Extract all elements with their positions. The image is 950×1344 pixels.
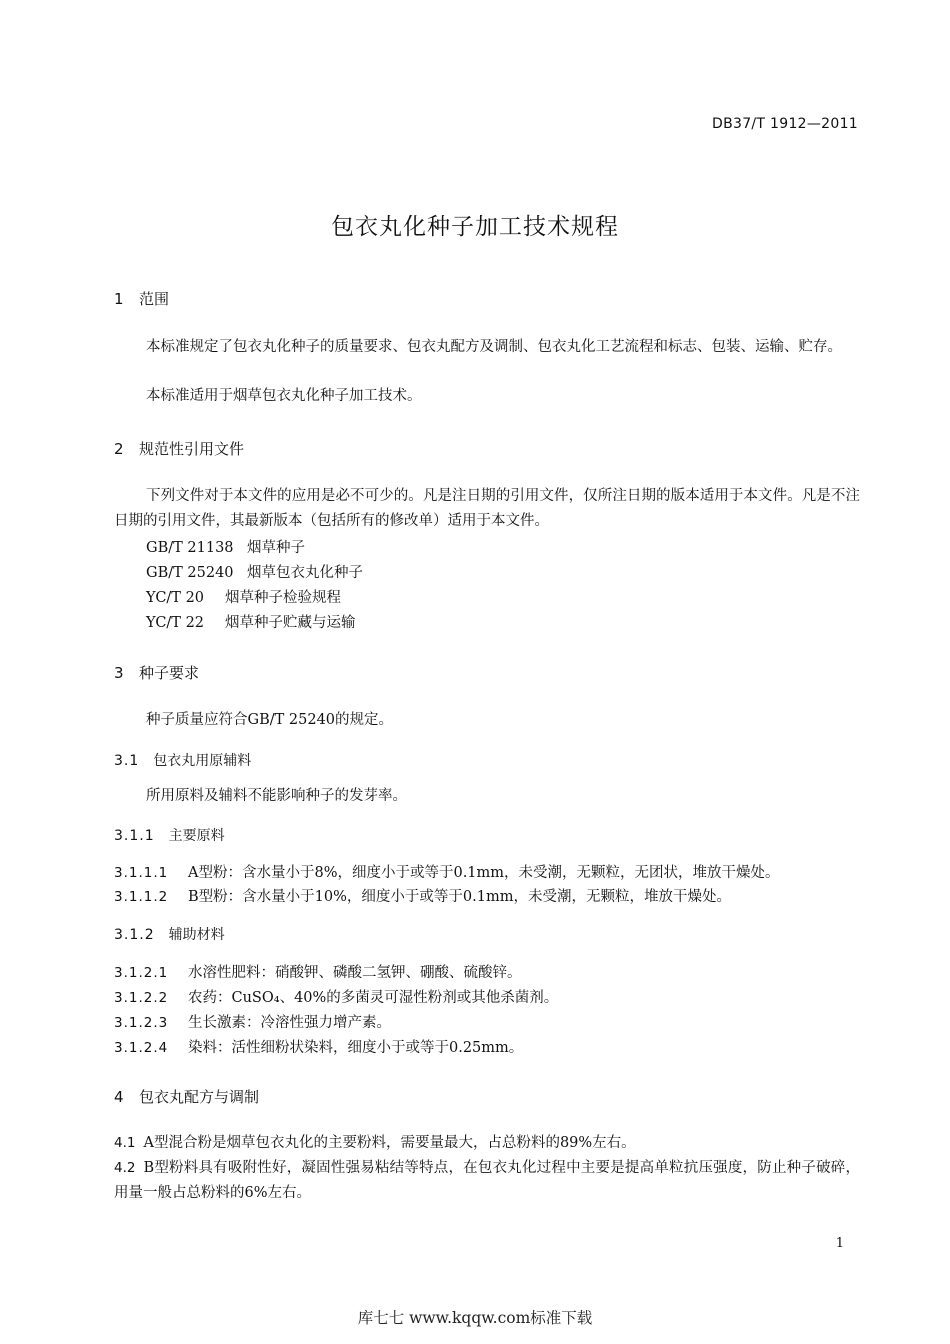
item-number: 4.1 — [114, 1135, 136, 1151]
section-4-heading — [114, 1086, 259, 1107]
section-2-paragraph-1: 下列文件对于本文件的应用是必不可少的。凡是注日期的引用文件，仅所注日期的版本适用于本文件。凡是不注日期的引用文件，其最新版本（包括所有的修改单）适用于本文件。 — [114, 488, 860, 529]
reference-code: YC/T 20 — [146, 590, 205, 606]
list-item — [114, 1011, 391, 1032]
reference-code: GB/T 25240 — [146, 565, 234, 581]
item-text: B型粉：含水量小于10%，细度小于或等于0.1mm，未受潮，无颗粒，堆放干燥处。 — [188, 889, 731, 905]
section-number: 2 — [114, 440, 124, 458]
item-text: A型混合粉是烟草包衣丸化的主要粉料，需要量最大，占总粉料的89%左右。 — [143, 1135, 636, 1151]
footer-watermark: 库七七 www.kqqw.com标准下载 — [357, 1309, 593, 1327]
subsection-3-1-paragraph: 所用原料及辅料不能影响种子的发芽率。 — [146, 788, 407, 804]
reference-title: 烟草种子检验规程 — [225, 590, 341, 606]
item-number: 3.1.1.2 — [114, 889, 169, 905]
subsection-number: 3.1 — [114, 753, 140, 769]
list-item — [114, 986, 558, 1007]
item-number: 3.1.2.4 — [114, 1040, 169, 1056]
item-number: 3.1.2.3 — [114, 1015, 169, 1031]
subsection-title: 主要原料 — [168, 828, 225, 844]
section-1-paragraph-1: 本标准规定了包衣丸化种子的质量要求、包衣丸配方及调制、包衣丸化工艺流程和标志、包装、运输、贮存。 — [146, 339, 842, 355]
item-number: 3.1.1.1 — [114, 865, 169, 881]
section-1-paragraph-2: 本标准适用于烟草包衣丸化种子加工技术。 — [146, 388, 422, 404]
subsection-title: 辅助材料 — [168, 927, 225, 943]
page-number: 1 — [835, 1236, 844, 1251]
subsection-3-1-2-heading — [114, 924, 225, 944]
item-text: A型粉：含水量小于8%，细度小于或等于0.1mm，未受潮，无颗粒，无团状，堆放干燥处。 — [188, 865, 780, 881]
section-3-heading — [114, 662, 199, 683]
reference-code: YC/T 22 — [146, 615, 205, 631]
section-title: 种子要求 — [139, 664, 200, 682]
item-number: 4.2 — [114, 1160, 136, 1176]
reference-item — [146, 561, 363, 582]
subsection-number: 3.1.1 — [114, 828, 155, 844]
item-number: 3.1.2.1 — [114, 965, 169, 981]
list-item — [114, 885, 731, 906]
reference-item — [146, 536, 305, 557]
section-number: 4 — [114, 1088, 124, 1106]
reference-title: 烟草包衣丸化种子 — [247, 565, 363, 581]
item-text: 生长激素：冷溶性强力增产素。 — [188, 1015, 391, 1031]
reference-item — [146, 586, 341, 607]
section-title: 包衣丸配方与调制 — [139, 1088, 260, 1106]
section-3-paragraph-1: 种子质量应符合GB/T 25240的规定。 — [146, 712, 394, 728]
section-title: 范围 — [139, 290, 170, 308]
list-item — [114, 961, 522, 982]
list-item — [114, 1036, 523, 1057]
section-number: 3 — [114, 664, 124, 682]
subsection-number: 3.1.2 — [114, 927, 155, 943]
section-number: 1 — [114, 290, 124, 308]
item-text: 水溶性肥料：硝酸钾、磷酸二氢钾、硼酸、硫酸锌。 — [188, 965, 522, 981]
section-title: 规范性引用文件 — [139, 440, 245, 458]
list-item — [114, 861, 780, 882]
list-item — [114, 1131, 860, 1156]
item-text: B型粉料具有吸附性好，凝固性强易粘结等特点，在包衣丸化过程中主要是提高单粒抗压强度，防止种子破碎，用量一般占总粉料的6%左右。 — [114, 1160, 860, 1201]
item-text: 染料：活性细粉状染料，细度小于或等于0.25mm。 — [188, 1040, 524, 1056]
standard-code: DB37/T 1912—2011 — [712, 116, 858, 132]
item-text: 农药：CuSO₄、40%的多菌灵可湿性粉剂或其他杀菌剂。 — [188, 990, 559, 1006]
item-number: 3.1.2.2 — [114, 990, 169, 1006]
reference-title: 烟草种子 — [247, 540, 305, 556]
subsection-3-1-1-heading — [114, 825, 225, 845]
list-item — [114, 1156, 860, 1206]
document-title: 包衣丸化种子加工技术规程 — [331, 214, 619, 240]
section-1-heading — [114, 288, 169, 309]
subsection-title: 包衣丸用原辅料 — [153, 753, 252, 769]
reference-item — [146, 611, 356, 632]
reference-code: GB/T 21138 — [146, 540, 234, 556]
reference-title: 烟草种子贮藏与运输 — [225, 615, 356, 631]
section-2-heading — [114, 438, 244, 459]
subsection-3-1-heading — [114, 750, 251, 770]
